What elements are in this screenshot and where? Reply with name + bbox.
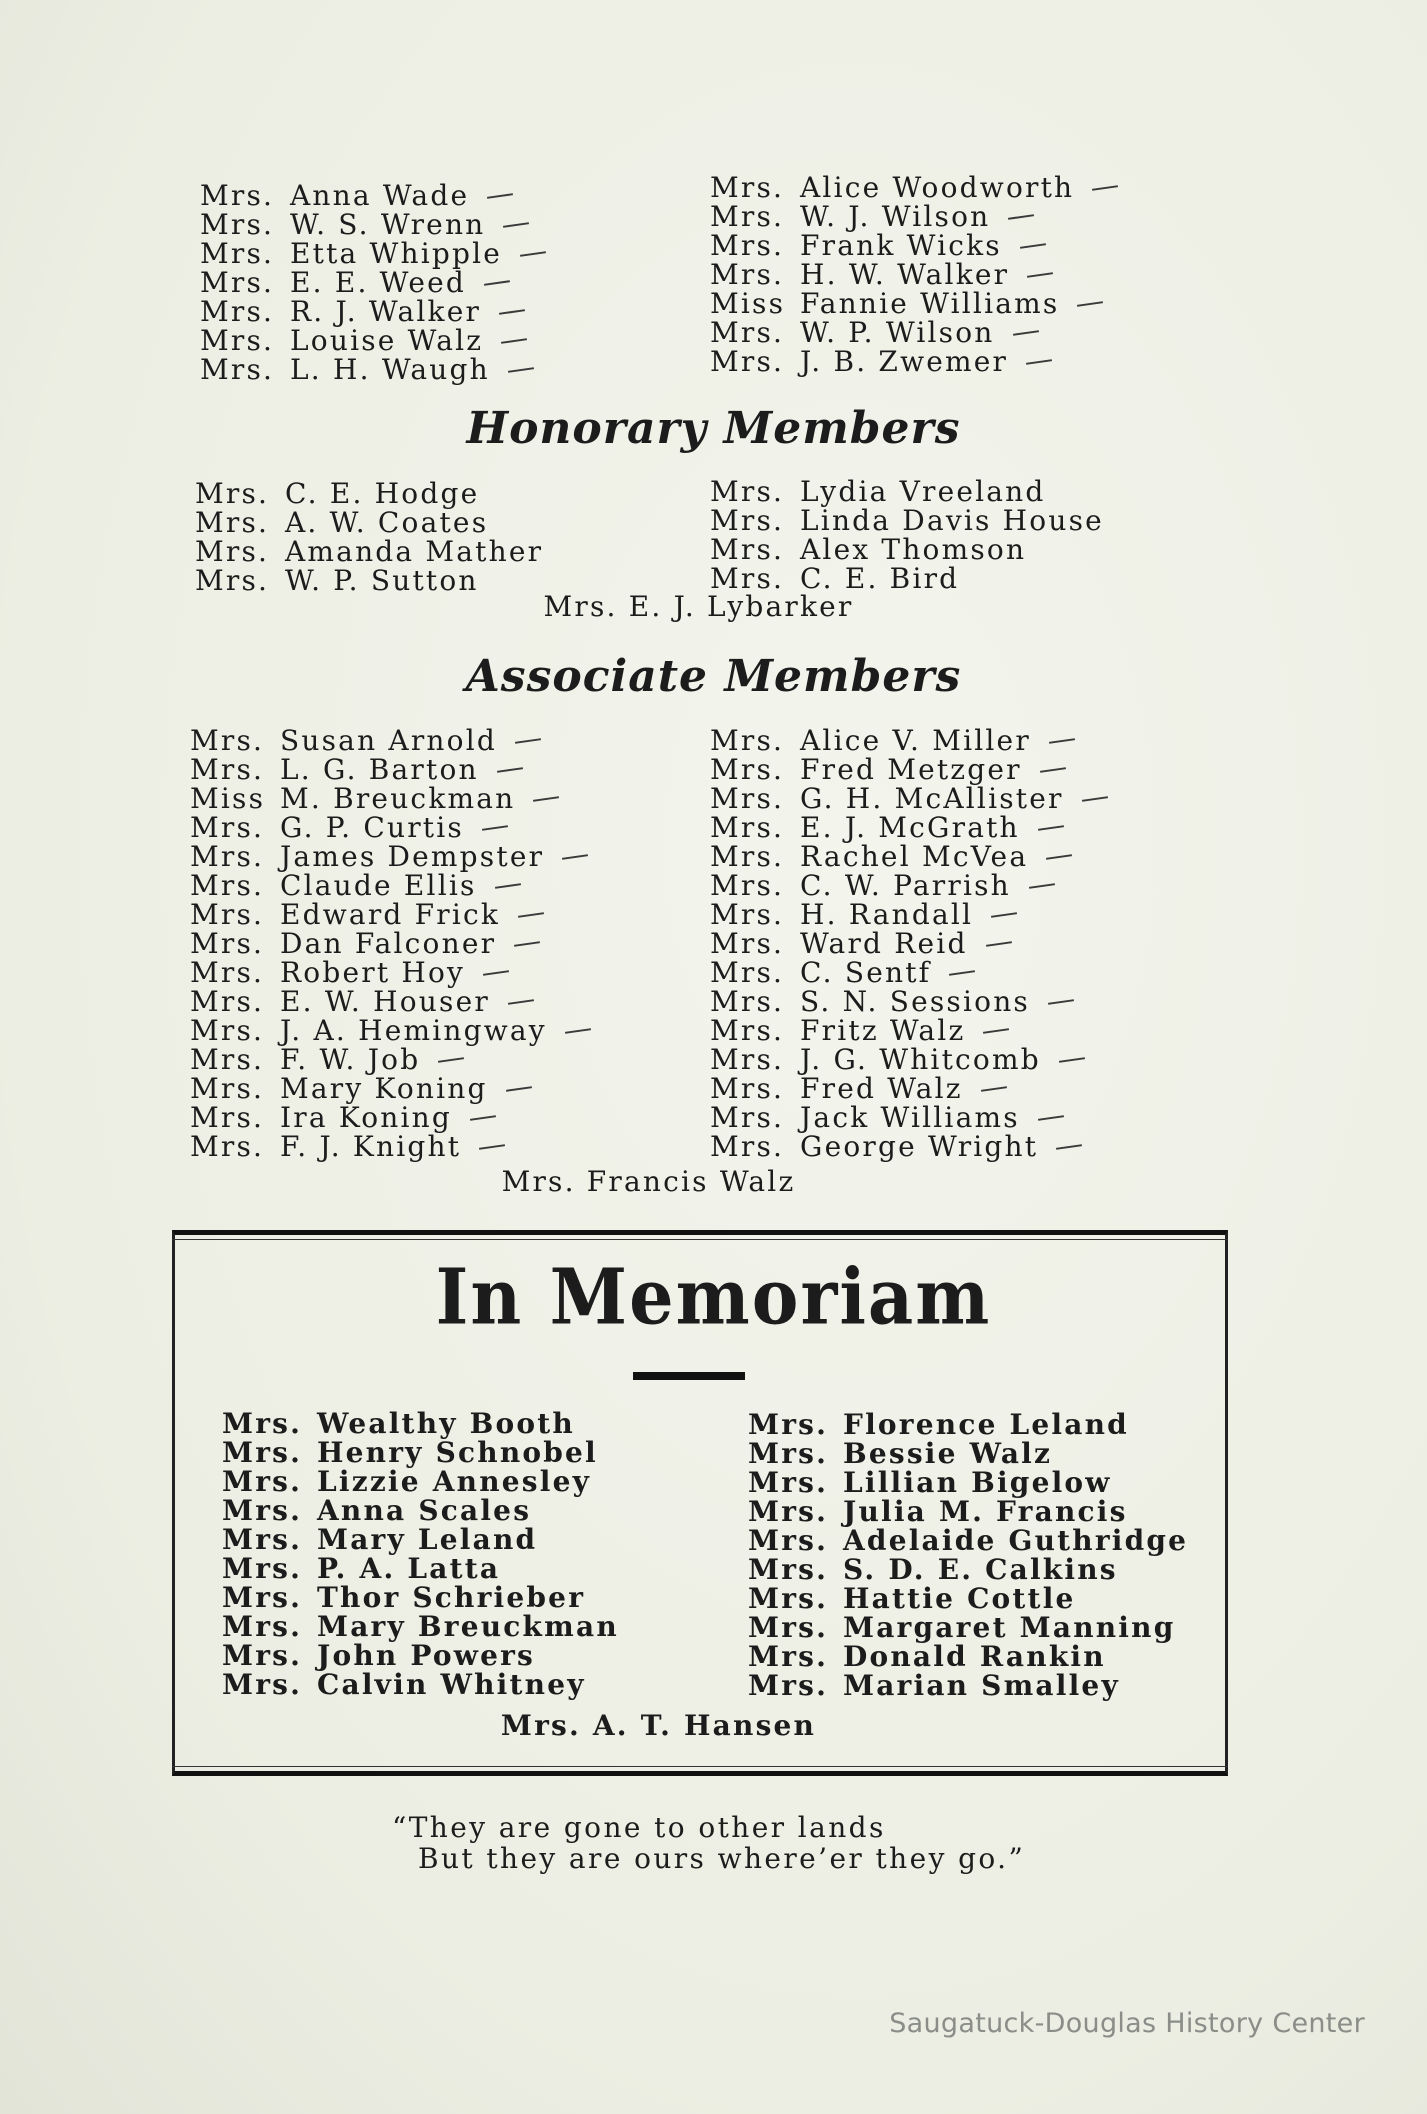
associate-right-column xyxy=(710,726,1108,1161)
list-item xyxy=(710,260,1118,289)
handwritten-check-mark xyxy=(438,1057,464,1063)
list-item xyxy=(748,1407,1188,1441)
handwritten-check-mark xyxy=(495,883,521,889)
honorary-heading: Honorary Members xyxy=(466,403,961,454)
handwritten-check-mark xyxy=(508,367,534,373)
member-name: F. W. Job xyxy=(280,1043,421,1076)
member-name: Etta Whipple xyxy=(290,237,503,270)
list-item xyxy=(710,347,1118,376)
member-name: Wealthy Booth xyxy=(317,1406,575,1440)
member-title: Mrs. xyxy=(710,724,785,757)
member-name: Ira Koning xyxy=(280,1101,453,1134)
handwritten-check-mark xyxy=(1013,330,1039,336)
member-name: Fritz Walz xyxy=(800,1014,966,1047)
list-item xyxy=(190,987,591,1016)
member-name: John Powers xyxy=(317,1638,535,1672)
members-left-column xyxy=(200,181,546,384)
member-name: Linda Davis House xyxy=(800,504,1104,537)
member-title: Mrs. xyxy=(710,927,785,960)
member-title: Mrs. xyxy=(200,324,275,357)
handwritten-check-mark xyxy=(1048,999,1074,1005)
list-item xyxy=(710,535,1104,564)
list-item xyxy=(748,1668,1188,1702)
list-item xyxy=(222,1638,619,1672)
list-item xyxy=(710,1016,1108,1045)
memoriam-rule xyxy=(633,1372,745,1380)
list-item xyxy=(195,479,543,508)
list-item xyxy=(710,1132,1108,1161)
honorary-center-name: Mrs. E. J. Lybarker xyxy=(543,590,854,623)
list-item xyxy=(190,813,591,842)
list-item xyxy=(200,326,546,355)
memorial-quote xyxy=(392,1812,1025,1874)
member-name: C. W. Parrish xyxy=(800,869,1011,902)
member-name: Alice Woodworth xyxy=(800,171,1075,204)
member-title: Mrs. xyxy=(748,1581,829,1615)
handwritten-check-mark xyxy=(1056,1144,1082,1150)
member-title: Mrs. xyxy=(710,475,785,508)
list-item xyxy=(748,1581,1188,1615)
list-item xyxy=(710,289,1118,318)
members-right-column xyxy=(710,173,1118,376)
honorary-left-column xyxy=(195,479,543,595)
member-name: J. B. Zwemer xyxy=(800,345,1009,378)
member-name: Lillian Bigelow xyxy=(843,1465,1112,1499)
member-name: W. P. Sutton xyxy=(285,564,479,597)
member-title: Mrs. xyxy=(200,353,275,386)
handwritten-check-mark xyxy=(508,999,534,1005)
list-item xyxy=(190,784,591,813)
member-title: Mrs. xyxy=(222,1464,303,1498)
list-item xyxy=(710,784,1108,813)
list-item xyxy=(710,987,1108,1016)
handwritten-check-mark xyxy=(1040,767,1066,773)
handwritten-check-mark xyxy=(1046,854,1072,860)
handwritten-check-mark xyxy=(520,251,546,257)
list-item xyxy=(710,202,1118,231)
handwritten-check-mark xyxy=(1077,301,1103,307)
list-item xyxy=(200,355,546,384)
list-item xyxy=(222,1609,619,1643)
handwritten-check-mark xyxy=(1020,243,1046,249)
member-title: Mrs. xyxy=(748,1639,829,1673)
list-item xyxy=(200,297,546,326)
member-title: Mrs. xyxy=(710,229,785,262)
handwritten-check-mark xyxy=(514,941,540,947)
list-item xyxy=(710,318,1118,347)
member-name: L. G. Barton xyxy=(280,753,479,786)
member-title: Mrs. xyxy=(190,956,265,989)
member-name: George Wright xyxy=(800,1130,1039,1163)
handwritten-check-mark xyxy=(1038,825,1064,831)
list-item xyxy=(710,900,1108,929)
member-name: C. E. Bird xyxy=(800,562,960,595)
member-title: Mrs. xyxy=(222,1435,303,1469)
list-item xyxy=(222,1406,619,1440)
list-item xyxy=(710,231,1118,260)
member-name: C. Sentf xyxy=(800,956,932,989)
member-title: Mrs. xyxy=(222,1551,303,1585)
list-item xyxy=(195,537,543,566)
list-item xyxy=(190,1045,591,1074)
handwritten-check-mark xyxy=(483,970,509,976)
member-name: Marian Smalley xyxy=(843,1668,1120,1702)
member-name: P. A. Latta xyxy=(317,1551,501,1585)
member-name: James Dempster xyxy=(280,840,545,873)
handwritten-check-mark xyxy=(503,222,529,228)
member-title: Mrs. xyxy=(190,1043,265,1076)
member-name: Margaret Manning xyxy=(843,1610,1176,1644)
member-name: W. J. Wilson xyxy=(800,200,991,233)
handwritten-check-mark xyxy=(518,912,544,918)
handwritten-check-mark xyxy=(497,767,523,773)
member-name: Fannie Williams xyxy=(800,287,1060,320)
list-item xyxy=(710,842,1108,871)
member-title: Mrs. xyxy=(200,208,275,241)
member-title: Mrs. xyxy=(710,869,785,902)
handwritten-check-mark xyxy=(562,854,588,860)
member-name: S. N. Sessions xyxy=(800,985,1030,1018)
member-title: Mrs. xyxy=(222,1609,303,1643)
member-name: F. J. Knight xyxy=(280,1130,462,1163)
member-title: Mrs. xyxy=(195,564,270,597)
member-title: Mrs. xyxy=(195,535,270,568)
member-title: Mrs. xyxy=(222,1406,303,1440)
member-title: Mrs. xyxy=(710,562,785,595)
handwritten-check-mark xyxy=(1059,1057,1085,1063)
member-name: Lydia Vreeland xyxy=(800,475,1046,508)
member-title: Mrs. xyxy=(222,1522,303,1556)
member-name: Frank Wicks xyxy=(800,229,1002,262)
member-name: Edward Frick xyxy=(280,898,501,931)
handwritten-check-mark xyxy=(482,825,508,831)
member-title: Mrs. xyxy=(748,1494,829,1528)
list-item xyxy=(710,173,1118,202)
member-title: Mrs. xyxy=(190,985,265,1018)
list-item xyxy=(190,1016,591,1045)
list-item xyxy=(710,506,1104,535)
handwritten-check-mark xyxy=(1082,796,1108,802)
member-title: Mrs. xyxy=(222,1667,303,1701)
list-item xyxy=(748,1552,1188,1586)
member-title: Mrs. xyxy=(748,1552,829,1586)
handwritten-check-mark xyxy=(484,280,510,286)
handwritten-check-mark xyxy=(991,912,1017,918)
list-item xyxy=(710,929,1108,958)
list-item xyxy=(710,564,1104,593)
member-name: A. W. Coates xyxy=(285,506,489,539)
list-item xyxy=(200,268,546,297)
member-name: Anna Wade xyxy=(290,179,470,212)
member-name: Rachel McVea xyxy=(800,840,1029,873)
member-name: Ward Reid xyxy=(800,927,968,960)
member-title: Mrs. xyxy=(190,753,265,786)
honorary-right-column xyxy=(710,477,1104,593)
member-title: Miss xyxy=(190,782,266,815)
member-title: Mrs. xyxy=(190,724,265,757)
member-name: H. Randall xyxy=(800,898,974,931)
handwritten-check-mark xyxy=(533,796,559,802)
member-title: Mrs. xyxy=(710,504,785,537)
member-name: R. J. Walker xyxy=(290,295,482,328)
member-name: Mary Koning xyxy=(280,1072,488,1105)
watermark: Saugatuck-Douglas History Center xyxy=(889,2008,1365,2039)
member-name: Louise Walz xyxy=(290,324,484,357)
associate-center-name: Mrs. Francis Walz xyxy=(501,1165,796,1198)
handwritten-check-mark xyxy=(565,1028,591,1034)
member-title: Mrs. xyxy=(710,258,785,291)
member-name: Claude Ellis xyxy=(280,869,477,902)
member-name: G. H. McAllister xyxy=(800,782,1064,815)
member-name: Adelaide Guthridge xyxy=(843,1523,1189,1557)
member-title: Mrs. xyxy=(190,1101,265,1134)
member-name: Alice V. Miller xyxy=(800,724,1031,757)
member-name: W. S. Wrenn xyxy=(290,208,486,241)
list-item xyxy=(190,842,591,871)
member-name: E. E. Weed xyxy=(290,266,467,299)
list-item xyxy=(748,1639,1188,1673)
member-title: Mrs. xyxy=(710,1130,785,1163)
member-name: M. Breuckman xyxy=(280,782,516,815)
member-title: Mrs. xyxy=(195,477,270,510)
member-title: Mrs. xyxy=(710,985,785,1018)
handwritten-check-mark xyxy=(949,970,975,976)
list-item xyxy=(222,1580,619,1614)
list-item xyxy=(710,871,1108,900)
list-item xyxy=(190,1103,591,1132)
member-name: Julia M. Francis xyxy=(843,1494,1128,1528)
member-title: Mrs. xyxy=(710,533,785,566)
member-title: Mrs. xyxy=(710,1072,785,1105)
member-title: Mrs. xyxy=(190,1072,265,1105)
member-title: Mrs. xyxy=(748,1668,829,1702)
list-item xyxy=(748,1436,1188,1470)
list-item xyxy=(190,929,591,958)
member-name: Susan Arnold xyxy=(280,724,497,757)
handwritten-check-mark xyxy=(479,1144,505,1150)
list-item xyxy=(195,508,543,537)
member-name: Fred Walz xyxy=(800,1072,963,1105)
list-item xyxy=(222,1667,619,1701)
member-title: Mrs. xyxy=(190,927,265,960)
member-name: E. J. McGrath xyxy=(800,811,1020,844)
handwritten-check-mark xyxy=(1038,1115,1064,1121)
member-name: C. E. Hodge xyxy=(285,477,480,510)
handwritten-check-mark xyxy=(499,309,525,315)
member-title: Mrs. xyxy=(200,237,275,270)
member-title: Mrs. xyxy=(195,506,270,539)
member-name: Jack Williams xyxy=(800,1101,1020,1134)
member-title: Mrs. xyxy=(200,179,275,212)
member-title: Mrs. xyxy=(748,1523,829,1557)
member-name: S. D. E. Calkins xyxy=(843,1552,1118,1586)
member-name: H. W. Walker xyxy=(800,258,1010,291)
handwritten-check-mark xyxy=(981,1086,1007,1092)
member-name: Lizzie Annesley xyxy=(317,1464,592,1498)
handwritten-check-mark xyxy=(1026,359,1052,365)
handwritten-check-mark xyxy=(506,1086,532,1092)
member-title: Mrs. xyxy=(748,1610,829,1644)
member-title: Mrs. xyxy=(190,1130,265,1163)
associate-left-column xyxy=(190,726,591,1161)
list-item xyxy=(200,210,546,239)
memoriam-heading: In Memoriam xyxy=(435,1250,992,1343)
member-title: Mrs. xyxy=(710,200,785,233)
list-item xyxy=(710,1103,1108,1132)
member-name: Dan Falconer xyxy=(280,927,497,960)
list-item xyxy=(710,958,1108,987)
list-item xyxy=(190,1074,591,1103)
member-title: Mrs. xyxy=(190,811,265,844)
member-title: Mrs. xyxy=(710,840,785,873)
member-title: Mrs. xyxy=(190,898,265,931)
member-name: Fred Metzger xyxy=(800,753,1022,786)
handwritten-check-mark xyxy=(487,193,513,199)
member-title: Miss xyxy=(710,287,786,320)
associate-heading: Associate Members xyxy=(465,651,962,702)
member-name: Mary Leland xyxy=(317,1522,538,1556)
member-name: Robert Hoy xyxy=(280,956,466,989)
list-item xyxy=(748,1494,1188,1528)
list-item xyxy=(222,1493,619,1527)
member-name: W. P. Wilson xyxy=(800,316,995,349)
member-title: Mrs. xyxy=(710,1101,785,1134)
handwritten-check-mark xyxy=(1049,738,1075,744)
member-name: Bessie Walz xyxy=(843,1436,1053,1470)
memoriam-left-column xyxy=(222,1406,619,1701)
list-item xyxy=(710,477,1104,506)
memoriam-right-column xyxy=(748,1407,1189,1702)
member-name: L. H. Waugh xyxy=(290,353,490,386)
list-item xyxy=(190,900,591,929)
memoriam-center-name: Mrs. A. T. Hansen xyxy=(500,1709,817,1742)
member-title: Mrs. xyxy=(190,1014,265,1047)
member-name: Anna Scales xyxy=(317,1493,532,1527)
member-name: G. P. Curtis xyxy=(280,811,464,844)
member-title: Mrs. xyxy=(710,345,785,378)
member-title: Mrs. xyxy=(710,898,785,931)
member-name: J. A. Hemingway xyxy=(280,1014,547,1047)
list-item xyxy=(222,1435,619,1469)
member-name: Alex Thomson xyxy=(800,533,1027,566)
member-title: Mrs. xyxy=(710,316,785,349)
member-title: Mrs. xyxy=(710,753,785,786)
handwritten-check-mark xyxy=(986,941,1012,947)
handwritten-check-mark xyxy=(1092,185,1118,191)
member-name: Calvin Whitney xyxy=(317,1667,586,1701)
member-name: E. W. Houser xyxy=(280,985,490,1018)
member-title: Mrs. xyxy=(222,1638,303,1672)
handwritten-check-mark xyxy=(1027,272,1053,278)
list-item xyxy=(190,958,591,987)
member-title: Mrs. xyxy=(710,782,785,815)
member-title: Mrs. xyxy=(710,171,785,204)
member-title: Mrs. xyxy=(190,840,265,873)
member-name: Thor Schrieber xyxy=(317,1580,586,1614)
handwritten-check-mark xyxy=(470,1115,496,1121)
handwritten-check-mark xyxy=(501,338,527,344)
quote-line-2: But they are ours where’er they go.” xyxy=(418,1842,1026,1875)
list-item xyxy=(710,1045,1108,1074)
member-title: Mrs. xyxy=(222,1493,303,1527)
member-title: Mrs. xyxy=(710,1014,785,1047)
list-item xyxy=(222,1551,619,1585)
list-item xyxy=(748,1610,1188,1644)
member-title: Mrs. xyxy=(200,295,275,328)
member-name: Mary Breuckman xyxy=(317,1609,619,1643)
handwritten-check-mark xyxy=(983,1028,1009,1034)
quote-line-1: “They are gone to other lands xyxy=(392,1811,886,1844)
list-item xyxy=(222,1522,619,1556)
list-item xyxy=(200,181,546,210)
list-item xyxy=(200,239,546,268)
list-item xyxy=(190,726,591,755)
list-item xyxy=(222,1464,619,1498)
handwritten-check-mark xyxy=(1029,883,1055,889)
member-title: Mrs. xyxy=(200,266,275,299)
list-item xyxy=(190,755,591,784)
list-item xyxy=(710,726,1108,755)
member-name: Hattie Cottle xyxy=(843,1581,1076,1615)
member-title: Mrs. xyxy=(710,1043,785,1076)
list-item xyxy=(710,755,1108,784)
memoriam-box-inner-rule-top xyxy=(172,1239,1228,1240)
memoriam-box-inner-rule-bottom xyxy=(172,1766,1228,1767)
list-item xyxy=(190,1132,591,1161)
member-title: Mrs. xyxy=(710,811,785,844)
member-title: Mrs. xyxy=(748,1465,829,1499)
member-title: Mrs. xyxy=(222,1580,303,1614)
member-name: Donald Rankin xyxy=(843,1639,1106,1673)
member-title: Mrs. xyxy=(710,956,785,989)
list-item xyxy=(748,1523,1189,1557)
list-item xyxy=(710,813,1108,842)
member-title: Mrs. xyxy=(748,1436,829,1470)
list-item xyxy=(748,1465,1188,1499)
member-name: Amanda Mather xyxy=(285,535,544,568)
handwritten-check-mark xyxy=(1008,214,1034,220)
handwritten-check-mark xyxy=(515,738,541,744)
list-item xyxy=(710,1074,1108,1103)
member-title: Mrs. xyxy=(748,1407,829,1441)
member-name: Florence Leland xyxy=(843,1407,1129,1441)
list-item xyxy=(190,871,591,900)
member-name: J. G. Whitcomb xyxy=(800,1043,1041,1076)
member-title: Mrs. xyxy=(190,869,265,902)
member-name: Henry Schnobel xyxy=(317,1435,598,1469)
